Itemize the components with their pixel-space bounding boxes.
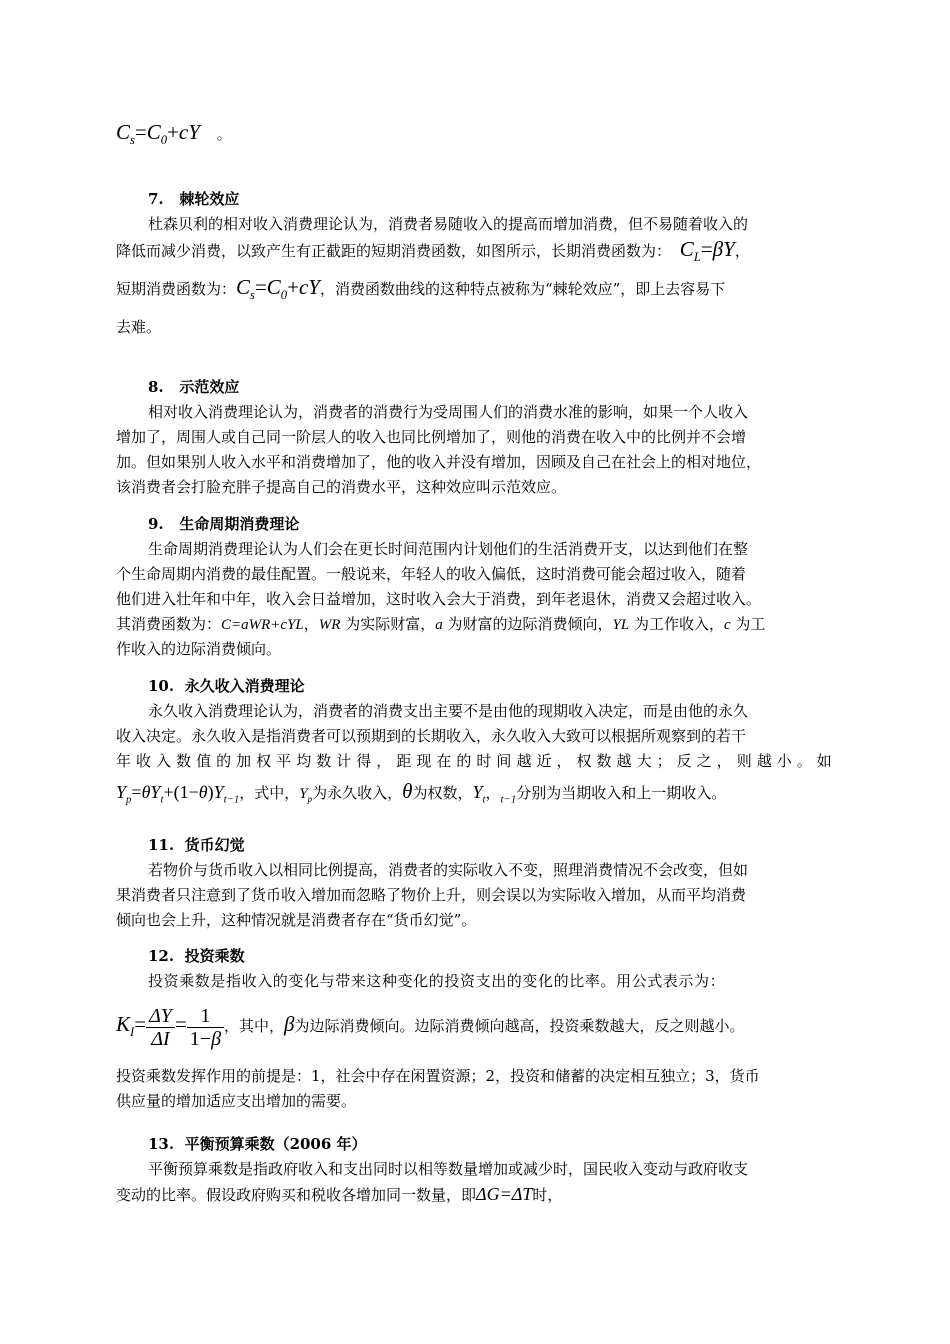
section-8-line-4: 该消费者会打脸充胖子提高自己的消费水平，这种效应叫示范效应。 xyxy=(116,478,567,496)
short-run-consumption-formula-inline: $C_s=C_0+cY$ xyxy=(236,275,320,303)
section-12-line-4: 供应量的增加适应支出增加的需要。 xyxy=(116,1092,357,1110)
section-13 xyxy=(116,1132,834,1212)
section-7-line-1: 杜森贝利的相对收入消费理论认为，消费者易随收入的提高而增加消费，但不易随着收入的 xyxy=(148,215,749,233)
section-7-line-4: 去难。 xyxy=(116,318,162,336)
section-11-heading: 11. 货币幻觉 xyxy=(148,836,245,854)
section-10-line-3: 年收入数值的加权平均数计得，距现在的时间越近，权数越大；反之，则越小。如 xyxy=(116,752,834,770)
section-10-line-4: $Y_p=\theta Y_t+(1-\theta)Y_{t-1}$，式中，$Y_p$为永久收入，θ为权数，$Y_t$，$_{t-1}$分别为当期收入和上一期收入。 xyxy=(116,779,727,806)
section-7-heading: 7. 棘轮效应 xyxy=(148,190,240,208)
section-7-line-2: 降低而减少消费，以致产生有正截距的短期消费函数，如图所示，长期消费函数为： $C_L=\beta Y$， xyxy=(116,237,750,265)
investment-multiplier-formula: $K_I=$ xyxy=(116,1012,147,1040)
section-12 xyxy=(116,944,834,1114)
section-8 xyxy=(116,375,834,500)
section-12-heading: 12. 投资乘数 xyxy=(148,947,245,965)
consumption-formula-block xyxy=(116,120,834,154)
beta-fraction: $\frac{1}{1-\beta}$ xyxy=(187,1005,224,1050)
long-run-consumption-formula: $C_L=\beta Y$ xyxy=(679,237,735,265)
section-9-line-5: 作收入的边际消费倾向。 xyxy=(116,640,282,658)
section-8-line-1: 相对收入消费理论认为，消费者的消费行为受周围人们的消费水准的影响，如果一个人收入 xyxy=(148,403,749,421)
section-7-line-3: 短期消费函数为：$C_s=C_0+cY$，消费函数曲线的这种特点被称为“棘轮效应”，即上去容易下 xyxy=(116,275,726,303)
formula-end-punct: 。 xyxy=(216,125,232,143)
section-9-line-1: 生命周期消费理论认为人们会在更长时间范围内计划他们的生活消费开支，以达到他们在整 xyxy=(148,540,749,558)
section-9-line-2: 个生命周期内消费的最佳配置。一般说来，年轻人的收入偏低，这时消费可能会超过收入，随着 xyxy=(116,565,747,583)
short-run-consumption-formula: $C_s=C_0+cY$ xyxy=(116,120,200,148)
section-10-line-2: 收入决定。永久收入是指消费者可以预期到的长期收入，永久收入大致可以根据所观察到的若干 xyxy=(116,727,747,745)
section-9-heading: 9. 生命周期消费理论 xyxy=(148,515,300,533)
section-7 xyxy=(116,187,834,340)
balanced-budget-formula: ΔG=ΔT xyxy=(476,1184,533,1204)
section-9 xyxy=(116,512,834,662)
section-11-line-2: 果消费者只注意到了货币收入增加而忽略了物价上升，则会误以为实际收入增加，从而平均消费 xyxy=(116,886,747,904)
section-10-heading: 10. 永久收入消费理论 xyxy=(148,677,305,695)
section-12-line-2: $K_I=$ $\frac{\Delta Y}{\Delta I}$ = $\frac{1}{1-\beta}$ ，其中，β为边际消费倾向。边际消费倾向越高，投资乘数越大，反之则越小。 xyxy=(116,1004,745,1050)
section-11 xyxy=(116,833,834,933)
section-12-line-3: 投资乘数发挥作用的前提是：1，社会中存在闲置资源；2，投资和储蓄的决定相互独立；3，货币 xyxy=(116,1067,760,1085)
section-8-line-3: 加。但如果别人收入水平和消费增加了，他的收入并没有增加，因顾及自己在社会上的相对地位， xyxy=(116,453,762,471)
section-11-line-3: 倾向也会上升，这种情况就是消费者存在“货币幻觉”。 xyxy=(116,911,477,929)
section-10-line-1: 永久收入消费理论认为，消费者的消费支出主要不是由他的现期收入决定，而是由他的永久 xyxy=(148,702,749,720)
permanent-income-formula: $Y_p=\theta Y_t+(1-\theta)Y_{t-1}$ xyxy=(116,782,240,806)
section-8-heading: 8. 示范效应 xyxy=(148,378,240,396)
section-13-heading: 13. 平衡预算乘数（2006 年） xyxy=(148,1135,367,1153)
section-9-line-3: 他们进入壮年和中年，收入会日益增加，这时收入会大于消费，到年老退休，消费又会超过收入。 xyxy=(116,590,762,608)
section-13-line-2: 变动的比率。假设政府购买和税收各增加同一数量，即ΔG=ΔT时， xyxy=(116,1184,563,1204)
delta-fraction: $\frac{\Delta Y}{\Delta I}$ xyxy=(146,1005,175,1050)
section-13-line-1: 平衡预算乘数是指政府收入和支出同时以相等数量增加或减少时，国民收入变动与政府收支 xyxy=(148,1160,749,1178)
section-11-line-1: 若物价与货币收入以相同比例提高，消费者的实际收入不变，照理消费情况不会改变，但如 xyxy=(148,861,749,879)
section-9-line-4: 其消费函数为：C=aWR+cYL，WR 为实际财富，a 为财富的边际消费倾向，YL 为工作收入，c 为工 xyxy=(116,615,766,633)
section-10 xyxy=(116,674,834,808)
section-8-line-2: 增加了，周围人或自己同一阶层人的收入也同比例增加了，则他的消费在收入中的比例并不会增 xyxy=(116,428,747,446)
section-12-line-1: 投资乘数是指收入的变化与带来这种变化的投资支出的变化的比率。用公式表示为： xyxy=(148,972,726,990)
